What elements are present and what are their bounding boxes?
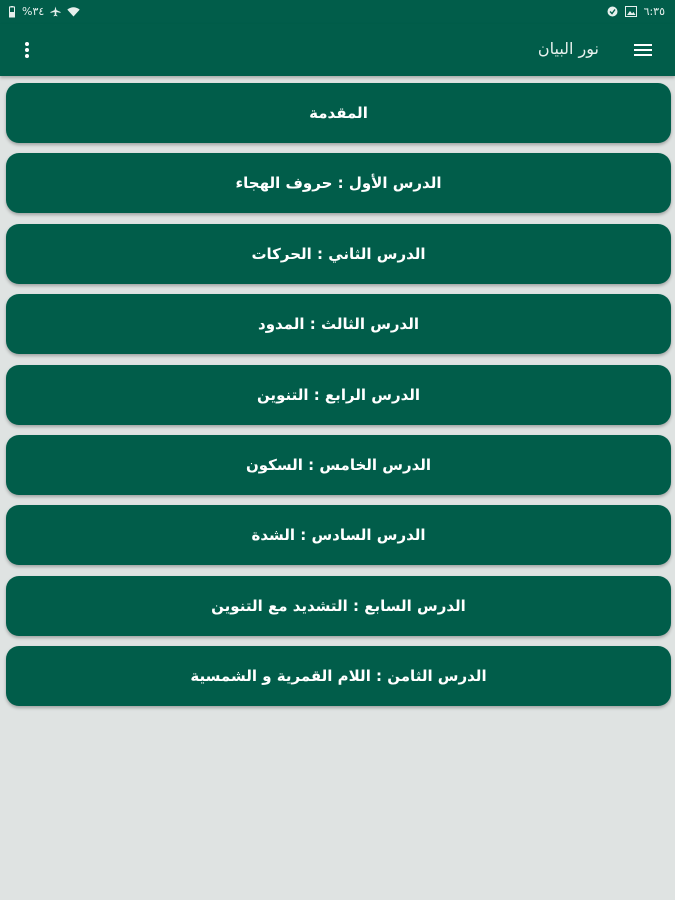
lesson-button-2[interactable]: الدرس الثاني : الحركات bbox=[6, 224, 671, 284]
app-title: نور البيان bbox=[537, 39, 599, 58]
lesson-button-6[interactable]: الدرس السادس : الشدة bbox=[6, 505, 671, 565]
hamburger-menu-icon[interactable] bbox=[633, 41, 653, 59]
app-bar bbox=[0, 24, 675, 76]
lesson-button-1[interactable]: الدرس الأول : حروف الهجاء bbox=[6, 153, 671, 213]
lesson-button-intro[interactable]: المقدمة bbox=[6, 83, 671, 143]
status-left bbox=[8, 5, 80, 18]
airplane-mode-icon bbox=[50, 6, 61, 17]
status-time: ٦:٣٥ bbox=[643, 5, 665, 18]
app-notification-icon bbox=[607, 6, 618, 17]
status-bar bbox=[0, 0, 675, 24]
battery-icon bbox=[8, 6, 16, 18]
lesson-button-7[interactable]: الدرس السابع : التشديد مع التنوين bbox=[6, 576, 671, 636]
lesson-button-3[interactable]: الدرس الثالث : المدود bbox=[6, 294, 671, 354]
lesson-button-4[interactable]: الدرس الرابع : التنوين bbox=[6, 365, 671, 425]
more-vert-icon[interactable] bbox=[18, 38, 36, 62]
battery-percent: %٣٤ bbox=[22, 5, 45, 18]
image-notification-icon bbox=[625, 6, 637, 17]
lesson-button-5[interactable]: الدرس الخامس : السكون bbox=[6, 435, 671, 495]
lesson-list bbox=[6, 83, 671, 717]
lesson-button-8[interactable]: الدرس الثامن : اللام القمرية و الشمسية bbox=[6, 646, 671, 706]
status-right bbox=[607, 5, 665, 18]
wifi-icon bbox=[67, 7, 80, 17]
